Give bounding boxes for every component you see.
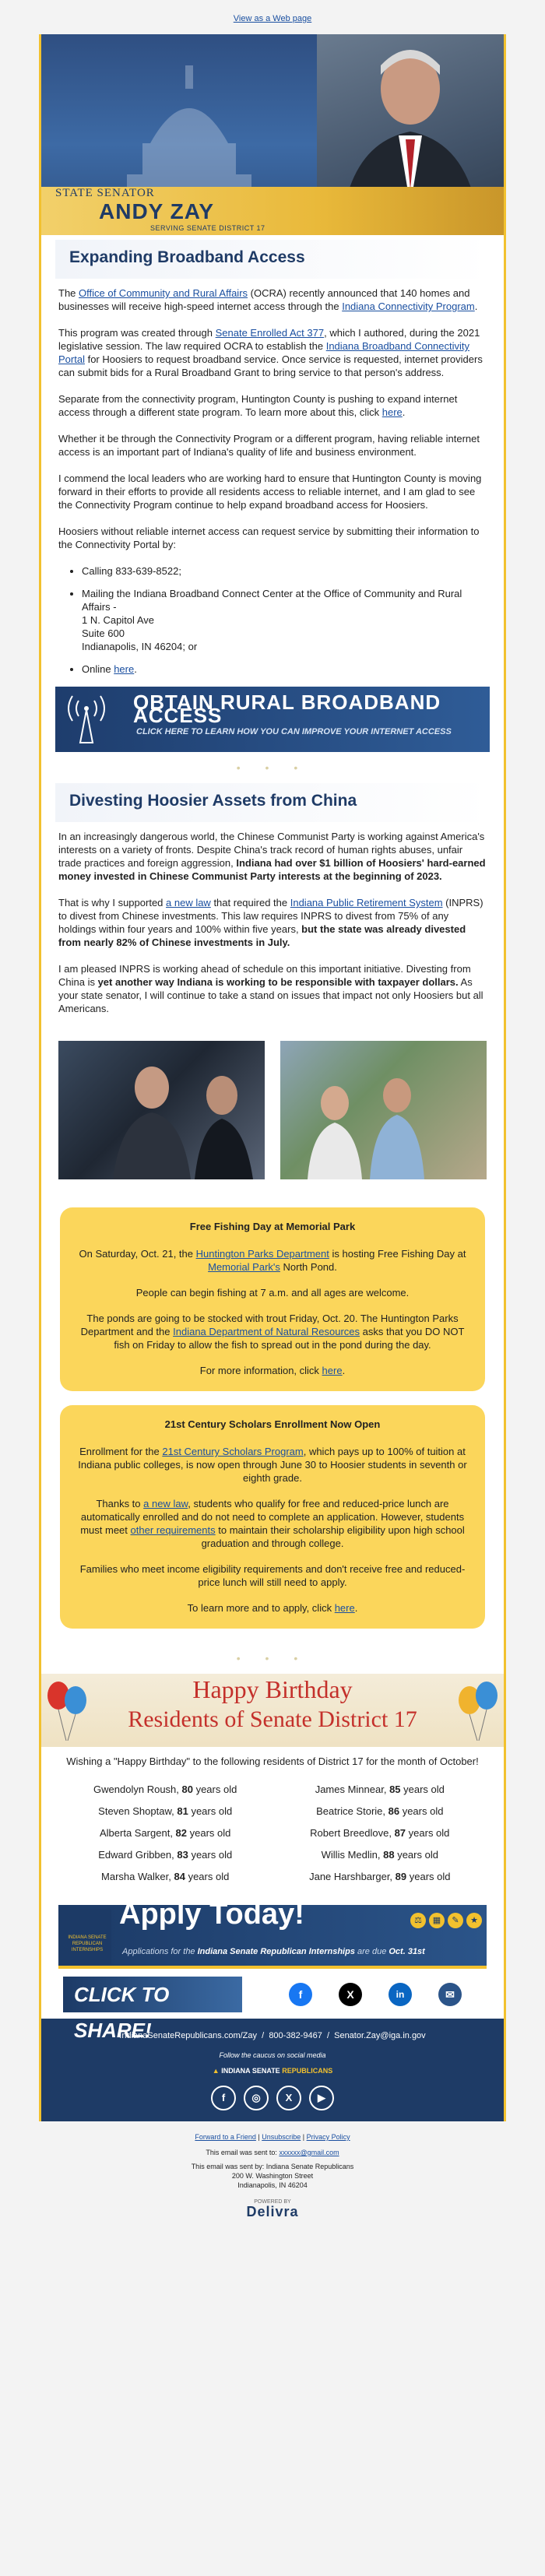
connectivity-portal-link[interactable]: Indiana Broadband Connectivity Portal	[58, 340, 470, 365]
sent-to: This email was sent to: xxxxxx@gmail.com	[206, 2149, 339, 2156]
x-icon[interactable]: X	[276, 2086, 301, 2110]
scholars-p2: Thanks to a new law, students who qualify for free and reduced-price lunch are automatically enrolled and do not need to complete an application. However, students must meet other requirements to maintain their scholarship eligibility upon high school graduation and through college.	[80, 1498, 465, 1549]
ocra-link[interactable]: Office of Community and Rural Affairs	[79, 287, 248, 299]
star-icon: ★	[466, 1913, 482, 1928]
china-p1: In an increasingly dangerous world, the Chinese Communist Party is working against America's interests on a variety of fronts. Despite China's track record of human rights abuses, unfair trade practices and foreign aggression, Indiana had over $1 billion of Hoosiers' hard-earned money invested in Chinese Communist Party interests at the beginning of 2023.	[58, 831, 486, 882]
broadband-p1: The Office of Community and Rural Affairs (OCRA) recently announced that 140 homes and businesses will receive high-speed internet access through the Indiana Connectivity Program.	[58, 287, 478, 312]
birthday-entry: Beatrice Storie, 86 years old	[316, 1805, 444, 1817]
linkedin-icon[interactable]: in	[389, 1983, 412, 2006]
legal-links: Forward to a Friend | Unsubscribe | Privacy Policy	[195, 2133, 350, 2141]
header-district: SERVING SENATE DISTRICT 17	[150, 224, 265, 232]
birthday-banner	[41, 1674, 504, 1747]
apply-title: Apply Today!	[119, 1898, 304, 1931]
contact-list	[58, 564, 487, 676]
scholars-program-link[interactable]: 21st Century Scholars Program	[162, 1446, 304, 1457]
powered-by: POWERED BY	[254, 2199, 291, 2205]
broadband-p2: This program was created through Senate Enrolled Act 377, which I authored, during the 2021 legislative session. The law required OCRA to establish the Indiana Broadband Connectivity Portal for Hoosiers to request broadband service. Once service is requested, internet providers can submit bids for a Rural Broadband Grant to bring service to that person's address.	[58, 327, 483, 378]
scholars-apply-link[interactable]: here	[334, 1602, 355, 1614]
forward-link[interactable]: Forward to a Friend	[195, 2133, 256, 2141]
online-portal-link[interactable]: here	[114, 663, 135, 675]
document-icon: ✎	[448, 1913, 463, 1928]
section-heading	[55, 783, 490, 822]
birthday-title: Happy Birthday	[192, 1675, 353, 1703]
event-photo-left	[58, 1041, 265, 1179]
fishing-p2: People can begin fishing at 7 a.m. and all ages are welcome.	[135, 1287, 410, 1299]
scholars-notice	[60, 1405, 485, 1629]
scholars-p3: Families who meet income eligibility requirements and don't receive free and reduced-price lunch will still need to apply.	[79, 1563, 466, 1588]
china-p2: That is why I supported a new law that required the Indiana Public Retirement System (INPRS) to divest from Chinese investments. This law requires INPRS to divest from 75% of any holdings within four years and 100% within five years, but the state was already divested from nearly 82% of Chinese investments in July.	[58, 897, 483, 948]
huntington-broadband-link[interactable]: here	[382, 406, 403, 418]
click-to-share-button[interactable]: CLICK TO SHARE!	[63, 1977, 242, 2012]
broadband-p3: Separate from the connectivity program, Huntington County is pushing to expand internet access through a different state program. To learn more about this, click here.	[58, 393, 458, 418]
recipient-email-link[interactable]: xxxxxx@gmail.com	[279, 2149, 339, 2156]
list-item-phone: • Calling 833-639-8522;	[82, 564, 487, 578]
birthday-column-left	[66, 1779, 264, 1888]
caucus-logo: ▲ INDIANA SENATE REPUBLICANS	[212, 2067, 333, 2075]
birthday-entry: Edward Gribben, 83 years old	[98, 1849, 233, 1861]
footer-contact: IndianaSenateRepublicans.com/Zay / 800-382-9467 / Senator.Zay@iga.in.gov	[119, 2031, 426, 2040]
section-heading	[55, 240, 490, 279]
dnr-link[interactable]: Indiana Department of Natural Resources	[173, 1326, 360, 1337]
new-law-link[interactable]: a new law	[166, 897, 211, 908]
birthday-subtitle: Residents of Senate District 17	[128, 1706, 417, 1732]
birthday-entry: Willis Medlin, 88 years old	[321, 1849, 438, 1861]
inprs-link[interactable]: Indiana Public Retirement System	[290, 897, 443, 908]
sender-address-1: 200 W. Washington Street	[231, 2172, 314, 2180]
birthday-entry: Gwendolyn Roush, 80 years old	[93, 1784, 237, 1795]
china-heading: Divesting Hoosier Assets from China	[69, 792, 357, 810]
birthday-intro: Wishing a "Happy Birthday" to the following residents of District 17 for the month of October!	[66, 1755, 479, 1767]
email-body	[39, 34, 506, 2121]
broadband-p4: Whether it be through the Connectivity Program or a different program, having reliable internet access is an important part of Indiana's quality of life and business environment.	[58, 433, 480, 458]
birthday-list	[58, 1779, 487, 1888]
rural-banner-title: OBTAIN RURAL BROADBAND ACCESS	[133, 691, 441, 727]
footer-email-link[interactable]: Senator.Zay@iga.in.gov	[334, 2031, 426, 2040]
birthday-entry: Robert Breedlove, 87 years old	[310, 1827, 450, 1839]
apply-subtitle: Applications for the Indiana Senate Republican Internships are due Oct. 31st	[122, 1947, 425, 1956]
birthday-entry: Marsha Walker, 84 years old	[101, 1871, 230, 1882]
section-divider: • • •	[236, 1652, 309, 1664]
fishing-p4: For more information, click here.	[199, 1365, 346, 1376]
parks-dept-link[interactable]: Huntington Parks Department	[195, 1248, 329, 1260]
birthday-entry: Steven Shoptaw, 81 years old	[98, 1805, 233, 1817]
instagram-icon[interactable]: ◎	[244, 2086, 269, 2110]
header-senator-name: ANDY ZAY	[99, 199, 215, 223]
unsubscribe-link[interactable]: Unsubscribe	[262, 2133, 301, 2141]
rural-broadband-banner[interactable]	[55, 687, 490, 752]
fishing-notice	[60, 1207, 485, 1391]
legal-footer	[0, 2121, 545, 2240]
footer-site-link[interactable]: IndianaSenateRepublicans.com/Zay	[119, 2031, 258, 2040]
scholars-title: 21st Century Scholars Enrollment Now Open	[164, 1418, 381, 1430]
event-photo-right	[280, 1041, 487, 1179]
fishing-title: Free Fishing Day at Memorial Park	[189, 1221, 356, 1232]
facebook-icon[interactable]: f	[211, 2086, 236, 2110]
balloons-icon	[454, 1678, 501, 1741]
broadband-p6: Hoosiers without reliable internet access can request service by submitting their information to the Connectivity Portal by:	[58, 525, 480, 550]
connectivity-program-link[interactable]: Indiana Connectivity Program	[342, 300, 475, 312]
internship-seal-logo: INDIANA SENATE REPUBLICAN INTERNSHIPS	[63, 1910, 111, 1964]
fishing-p3: The ponds are going to be stocked with trout Friday, Oct. 20. The Huntington Parks Department and the Indiana Department of Natural Resources asks that you DO NOT fish on Friday to allow the fish to spread out in the pond during the day.	[80, 1313, 465, 1351]
scholars-new-law-link[interactable]: a new law	[143, 1498, 188, 1509]
signal-tower-icon	[63, 694, 110, 744]
footer-follow-text: Follow the caucus on social media	[219, 2051, 326, 2059]
sent-by: This email was sent by: Indiana Senate Republicans	[191, 2163, 354, 2170]
calendar-icon: ▦	[429, 1913, 445, 1928]
rural-banner-subtitle: CLICK HERE TO LEARN HOW YOU CAN IMPROVE YOUR INTERNET ACCESS	[136, 727, 452, 736]
header-title-line1: STATE SENATOR	[55, 187, 155, 199]
birthday-entry: James Minnear, 85 years old	[315, 1784, 445, 1795]
sender-address-2: Indianapolis, IN 46204	[237, 2181, 308, 2189]
birthday-column-right	[281, 1779, 479, 1888]
header-banner	[41, 34, 504, 235]
broadband-heading: Expanding Broadband Access	[69, 248, 305, 266]
birthday-entry: Jane Harshbarger, 89 years old	[309, 1871, 451, 1882]
internship-apply-banner[interactable]	[58, 1898, 487, 1969]
scholars-p1: Enrollment for the 21st Century Scholars Program, which pays up to 100% of tuition at Indiana public colleges, is now open through June 30 to Hoosier students in seventh or eighth grade.	[78, 1446, 467, 1484]
china-p3: I am pleased INPRS is working ahead of schedule on this important initiative. Divesting from China is yet another way Indiana is working to be responsible with taxpayer dollars. As your state senator, I will continue to take a stand on issues that impact not only Hoosiers but all Americans.	[58, 963, 483, 1014]
fishing-p1: On Saturday, Oct. 21, the Huntington Parks Department is hosting Free Fishing Day at Memorial Park's North Pond.	[79, 1248, 466, 1273]
fishing-info-link[interactable]: here	[322, 1365, 343, 1376]
broadband-p5: I commend the local leaders who are working hard to ensure that Huntington County is moving forward in their efforts to provide all residents access to reliable internet, and I am glad to see the Connectivity Program continue to help expand broadband access for Hoosiers.	[58, 473, 482, 511]
apply-icon-row	[407, 1913, 482, 1928]
photo-row	[58, 1028, 487, 1207]
memorial-park-link[interactable]: Memorial Park's	[208, 1261, 280, 1273]
view-web-link[interactable]: View as a Web page	[233, 14, 312, 23]
facebook-icon[interactable]: f	[289, 1983, 312, 2006]
x-icon[interactable]: X	[339, 1983, 362, 2006]
scale-icon: ⚖	[410, 1913, 426, 1928]
email-icon[interactable]: ✉	[438, 1983, 462, 2006]
footer-socials	[41, 2086, 504, 2110]
preheader	[0, 0, 545, 34]
scholars-p4: To learn more and to apply, click here.	[187, 1602, 358, 1614]
list-item-online: • Online here.	[82, 662, 487, 676]
privacy-link[interactable]: Privacy Policy	[306, 2133, 350, 2141]
delivra-logo: Delivra	[246, 2204, 299, 2219]
other-requirements-link[interactable]: other requirements	[130, 1524, 216, 1536]
sea-377-link[interactable]: Senate Enrolled Act 377	[215, 327, 325, 339]
list-item-mail: • Mailing the Indiana Broadband Connect Center at the Office of Community and Rural Affairs - 1 N. Capitol Ave Suite 600 Indianapolis, IN 46204; or	[82, 587, 487, 653]
footer-phone: 800-382-9467	[269, 2031, 322, 2040]
section-divider: • • •	[236, 761, 309, 774]
birthday-entry: Alberta Sargent, 82 years old	[99, 1827, 231, 1839]
youtube-icon[interactable]: ▶	[309, 2086, 334, 2110]
